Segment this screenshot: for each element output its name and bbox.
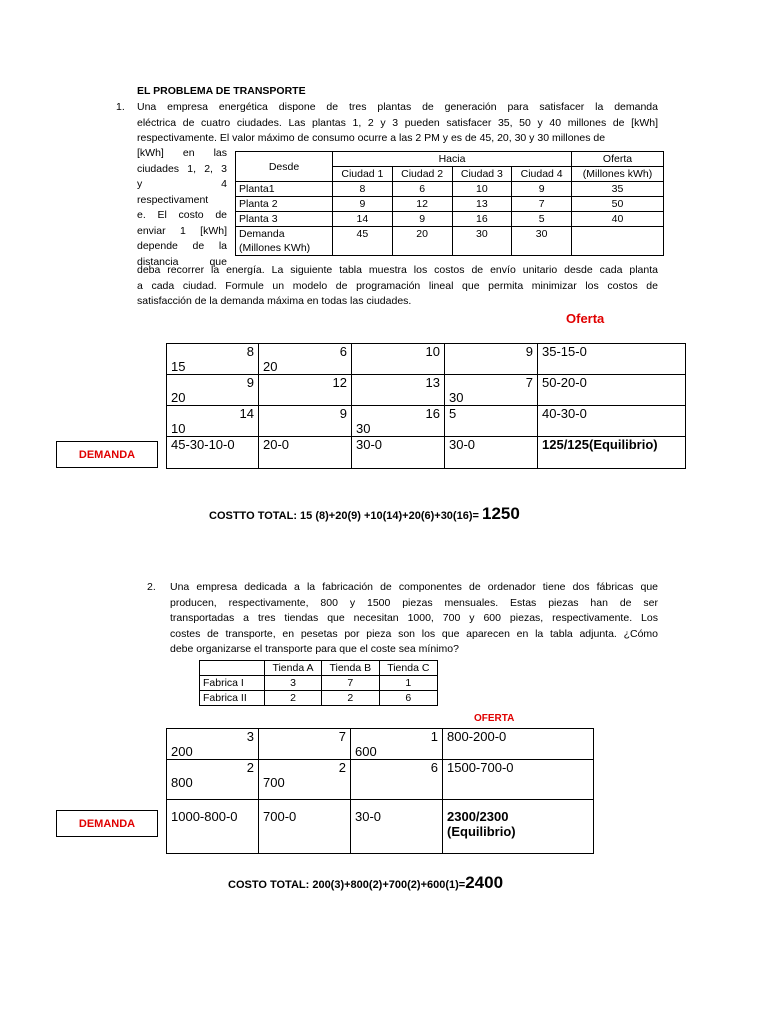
demanda-label-box-2 [56, 810, 158, 837]
item-number-1: 1. [116, 101, 125, 113]
transport-cell [352, 344, 445, 375]
header-desde: Desde [236, 152, 333, 182]
cell-cost: 7 [338, 729, 346, 744]
header-city: Ciudad 1 [333, 167, 393, 182]
item-number-2: 2. [147, 581, 156, 593]
transport-cell [445, 406, 538, 437]
row-label-demand [236, 227, 333, 256]
cell-empty [572, 227, 664, 256]
cell-allocation: 15 [171, 359, 186, 374]
transport-cell [167, 760, 259, 800]
total-cost-value: 1250 [481, 504, 520, 523]
table-row [236, 212, 664, 227]
row-label: Planta 3 [236, 212, 333, 227]
p2-line-2: producen, respectivamente, 800 y 1500 piezas mensuales. Estas piezas han de ser [170, 596, 658, 609]
table-row [167, 406, 686, 437]
cell-allocation: 30 [449, 390, 464, 405]
total-cost-formula: COSTTO TOTAL: 15 (8)+20(9) +10(14)+20(6)+30(16)= [209, 510, 482, 522]
cell-cost: 10 [425, 344, 440, 359]
cell-cost: 3 [265, 676, 322, 691]
demand-cell: 20-0 [259, 437, 352, 469]
p1-side-text [137, 146, 227, 270]
cell-demand: 45 [333, 227, 393, 256]
transport-cell [167, 729, 259, 760]
table-row [200, 676, 438, 691]
total-cost-line-1 [209, 504, 520, 524]
supply-cell: 1500-700-0 [443, 760, 594, 800]
cell-cost: 9 [512, 182, 572, 197]
cell-cost: 16 [452, 212, 512, 227]
cell-cost: 9 [392, 212, 452, 227]
demanda-label-box [56, 441, 158, 468]
cell-cost: 6 [430, 760, 438, 775]
demanda-label: DEMANDA [78, 817, 136, 830]
cell-cost: 13 [452, 197, 512, 212]
side-line: respectivament [137, 193, 209, 206]
cell-allocation: 5 [449, 406, 457, 421]
cell-cost: 1 [379, 676, 437, 691]
cell-cost: 14 [239, 406, 254, 421]
header-store: Tienda C [379, 661, 437, 676]
transport-cell [259, 729, 351, 760]
cell-allocation: 20 [263, 359, 278, 374]
header-city: Ciudad 4 [512, 167, 572, 182]
demanda-label: DEMANDA [78, 448, 136, 461]
supply-cell: 40-30-0 [538, 406, 686, 437]
table-row [236, 197, 664, 212]
cell-supply: 35 [572, 182, 664, 197]
cell-cost: 13 [425, 375, 440, 390]
cell-cost: 2 [321, 691, 379, 706]
cell-cost: 9 [525, 344, 533, 359]
side-line: [kWh] en las [137, 147, 227, 159]
table-row [236, 182, 664, 197]
cell-demand: 30 [452, 227, 512, 256]
balance-cell: 125/125(Equilibrio) [538, 437, 686, 469]
table-row-demand [236, 227, 664, 256]
p2-line-4: costes de transporte, en pesetas por pieza son los que aparecen en la tabla adjunta. ¿Cómo [170, 627, 658, 640]
cell-cost: 12 [392, 197, 452, 212]
cell-cost: 14 [333, 212, 393, 227]
row-label: Planta 2 [236, 197, 333, 212]
cell-cost: 2 [246, 760, 254, 775]
balance-note: (Equilibrio) [447, 824, 516, 839]
p1-line-3: respectivamente. El valor máximo de consumo ocurre a las 2 PM y es de 45, 20, 30 y 30 millones de [137, 132, 606, 144]
transport-cell [259, 760, 351, 800]
cell-cost: 6 [392, 182, 452, 197]
cell-demand: 20 [392, 227, 452, 256]
cell-cost: 3 [246, 729, 254, 744]
p2-line-1: Una empresa dedicada a la fabricación de componentes de ordenador tiene dos fábricas que [170, 581, 658, 593]
demand-cell: 45-30-10-0 [167, 437, 259, 469]
p1-line-2: eléctrica de cuatro ciudades. Las plantas 1, 2 y 3 pueden satisfacer 35, 50 y 40 millones de [kWh] [137, 116, 658, 129]
table-row [200, 691, 438, 706]
total-cost-line-2 [228, 873, 503, 893]
oferta-label-2: OFERTA [474, 713, 515, 724]
p1-after-line-2: a cada ciudad. Formule un modelo de programación lineal que permita minimizar los costos de [137, 279, 658, 292]
table-row [167, 344, 686, 375]
cell-demand: 30 [512, 227, 572, 256]
cell-allocation: 30 [356, 421, 371, 436]
demand-cell: 30-0 [351, 800, 443, 854]
transport-cell [352, 406, 445, 437]
transport-cell [259, 344, 352, 375]
table-row-demand [167, 800, 594, 854]
transport-cell [167, 375, 259, 406]
cell-cost: 5 [512, 212, 572, 227]
p1-after-line-1: deba recorrer la energía. La siguiente tabla muestra los costos de envío unitario desde cada planta [137, 264, 658, 276]
side-line: depende de la [137, 240, 227, 252]
transport-cell [167, 344, 259, 375]
p2-line-3: transportadas a tres tiendas que necesitan 1000, 700 y 600 piezas, respectivamente. Los [170, 612, 658, 624]
oferta-label: Oferta [566, 311, 605, 326]
cell-cost: 7 [321, 676, 379, 691]
cell-allocation: 20 [171, 390, 186, 405]
cell-cost: 8 [246, 344, 254, 359]
side-line: y 4 [137, 178, 227, 190]
total-cost-value: 2400 [465, 873, 504, 892]
cell-allocation: 600 [355, 744, 377, 759]
header-store: Tienda B [321, 661, 379, 676]
table-row-demand [167, 437, 686, 469]
cell-allocation: 10 [171, 421, 186, 436]
cell-cost: 9 [246, 375, 254, 390]
header-hacia: Hacia [333, 152, 572, 167]
table-row [167, 760, 594, 800]
cell-supply: 40 [572, 212, 664, 227]
header-oferta: Oferta [572, 152, 664, 167]
demand-cell: 700-0 [259, 800, 351, 854]
p2-line-5: debe organizarse el transporte para que el coste sea mínimo? [170, 643, 459, 655]
demand-label-line: Demanda [239, 228, 285, 240]
row-label: Fabrica I [200, 676, 265, 691]
cell-cost: 6 [379, 691, 437, 706]
transport-cell [445, 375, 538, 406]
transport-cell [259, 375, 352, 406]
cell-cost: 6 [339, 344, 347, 359]
header-city: Ciudad 3 [452, 167, 512, 182]
transport-cell [351, 729, 443, 760]
transport-table-2 [166, 728, 594, 854]
cost-table-1 [235, 151, 664, 256]
demand-cell: 30-0 [445, 437, 538, 469]
p1-after-line-3: satisfacción de la demanda máxima en todas las ciudades. [137, 295, 412, 307]
cost-table-2 [199, 660, 438, 706]
cell-supply: 50 [572, 197, 664, 212]
demand-cell: 1000-800-0 [167, 800, 259, 854]
cell-allocation: 800 [171, 775, 193, 790]
cell-cost: 2 [338, 760, 346, 775]
transport-table-1 [166, 343, 686, 469]
supply-cell: 35-15-0 [538, 344, 686, 375]
cell-allocation: 200 [171, 744, 193, 759]
transport-cell [445, 344, 538, 375]
row-label: Planta1 [236, 182, 333, 197]
transport-cell [167, 406, 259, 437]
balance-cell [443, 800, 594, 854]
demand-label-line: (Millones KWh) [239, 242, 311, 254]
cell-cost: 12 [332, 375, 347, 390]
balance-value: 2300/2300 [447, 809, 509, 824]
header-city: Ciudad 2 [392, 167, 452, 182]
table-row [167, 375, 686, 406]
p1-line-1: Una empresa energética dispone de tres plantas de generación para satisfacer la demanda [137, 101, 658, 113]
cell-cost: 8 [333, 182, 393, 197]
document-title: EL PROBLEMA DE TRANSPORTE [137, 85, 306, 97]
cell-cost: 7 [512, 197, 572, 212]
side-line: distancia que [137, 255, 227, 268]
header-oferta-unit: (Millones kWh) [572, 167, 664, 182]
supply-cell: 50-20-0 [538, 375, 686, 406]
demand-cell: 30-0 [352, 437, 445, 469]
cell-cost: 16 [425, 406, 440, 421]
cell-cost: 9 [333, 197, 393, 212]
row-label: Fabrica II [200, 691, 265, 706]
cell-cost: 1 [430, 729, 438, 744]
side-line: e. El costo de [137, 209, 227, 221]
header-empty [200, 661, 265, 676]
transport-cell [351, 760, 443, 800]
total-cost-formula: COSTO TOTAL: 200(3)+800(2)+700(2)+600(1)= [228, 879, 466, 891]
cell-cost: 2 [265, 691, 322, 706]
transport-cell [259, 406, 352, 437]
header-store: Tienda A [265, 661, 322, 676]
cell-cost: 9 [339, 406, 347, 421]
side-line: enviar 1 [kWh] [137, 224, 227, 237]
supply-cell: 800-200-0 [443, 729, 594, 760]
cell-cost: 10 [452, 182, 512, 197]
cell-allocation: 700 [263, 775, 285, 790]
table-row [167, 729, 594, 760]
transport-cell [352, 375, 445, 406]
cell-cost: 7 [525, 375, 533, 390]
side-line: ciudades 1, 2, 3 [137, 162, 227, 175]
